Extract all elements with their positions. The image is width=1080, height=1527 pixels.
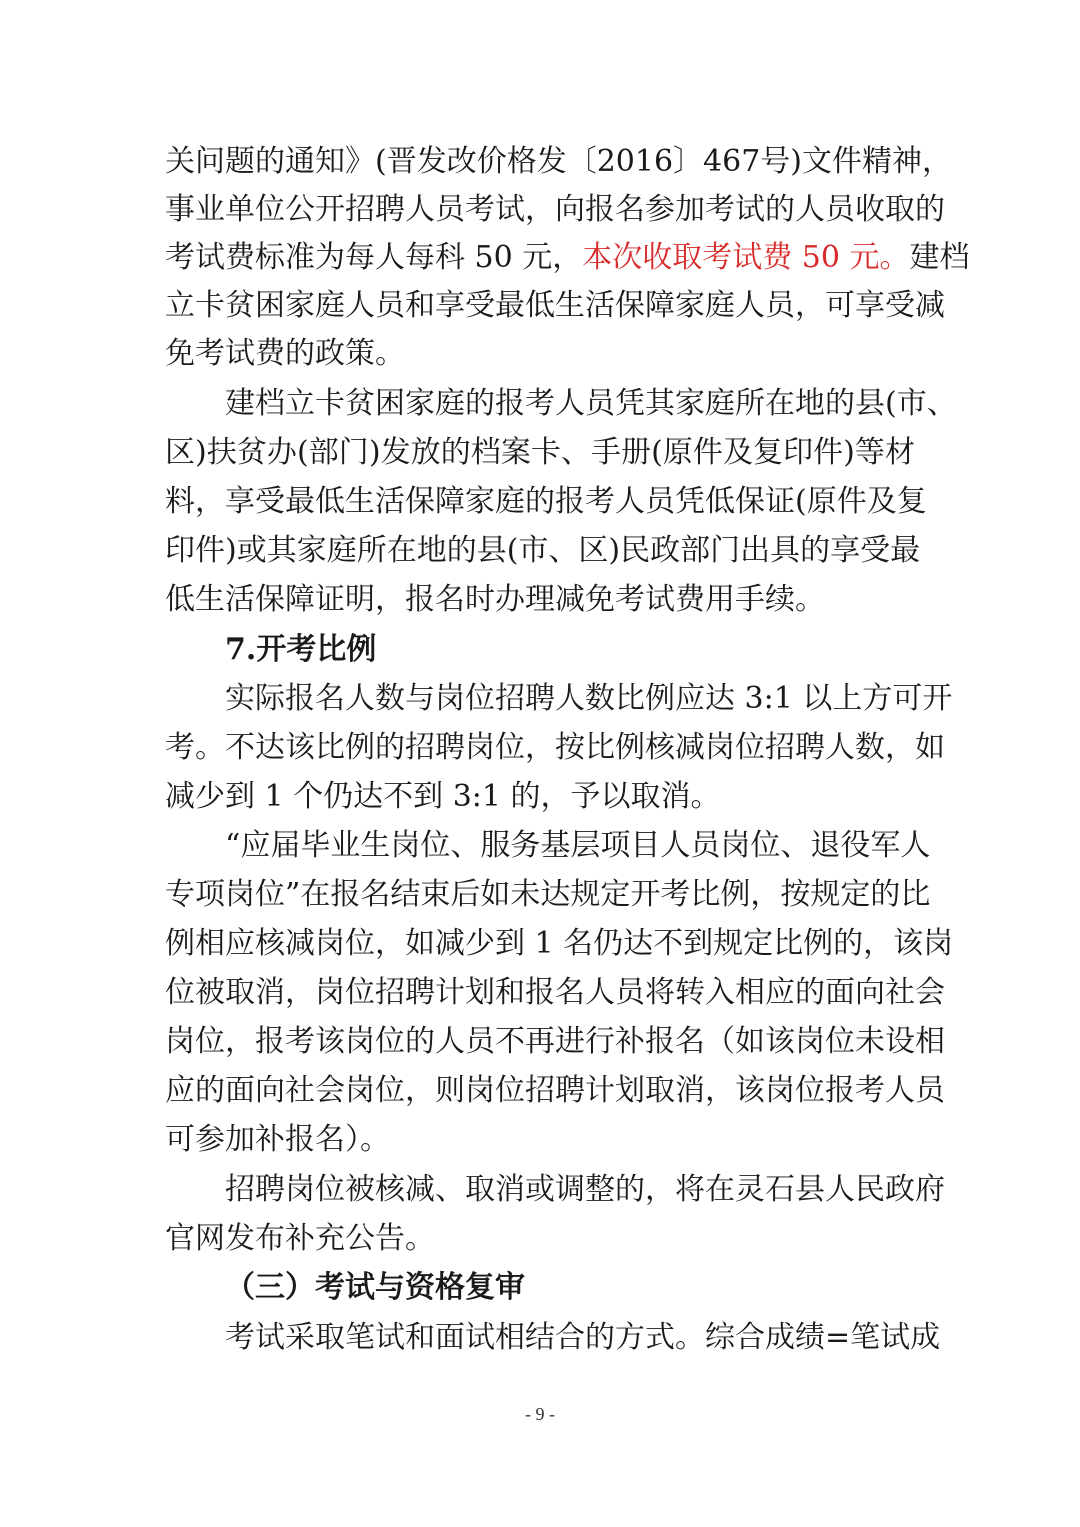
text-segment: 建档 xyxy=(909,240,970,275)
text-line: 关问题的通知》(晋发改价格发〔2016〕467号)文件精神， xyxy=(165,144,953,179)
text-line-with-highlight xyxy=(165,236,970,280)
page-number: - 9 - xyxy=(525,1404,555,1424)
text-line: 位被取消，岗位招聘计划和报名人员将转入相应的面向社会 xyxy=(165,975,945,1010)
text-line: 例相应核减岗位，如减少到 1 名仍达不到规定比例的，该岗 xyxy=(165,926,954,961)
section-heading: （三）考试与资格复审 xyxy=(225,1270,525,1305)
text-line: 应的面向社会岗位，则岗位招聘计划取消，该岗位报考人员 xyxy=(165,1073,945,1108)
text-line: 印件)或其家庭所在地的县(市、区)民政部门出具的享受最 xyxy=(165,533,921,568)
section-heading: 7.开考比例 xyxy=(225,632,377,667)
text-line: 岗位，报考该岗位的人员不再进行补报名（如该岗位未设相 xyxy=(165,1024,945,1059)
text-line: 事业单位公开招聘人员考试，向报名参加考试的人员收取的 xyxy=(165,192,945,227)
text-line: 料，享受最低生活保障家庭的报考人员凭低保证(原件及复 xyxy=(165,484,927,519)
text-segment: 考试费标准为每人每科 50 元， xyxy=(165,240,583,275)
text-line: 低生活保障证明，报名时办理减免考试费用手续。 xyxy=(165,582,825,617)
text-line: 立卡贫困家庭人员和享受最低生活保障家庭人员，可享受减 xyxy=(165,288,945,323)
text-line: 区)扶贫办(部门)发放的档案卡、手册(原件及复印件)等材 xyxy=(165,435,915,470)
paragraph-first-line: “应届毕业生岗位、服务基层项目人员岗位、退役军人 xyxy=(225,828,931,863)
text-line: 专项岗位”在报名结束后如未达规定开考比例，按规定的比 xyxy=(165,877,931,912)
text-line: 免考试费的政策。 xyxy=(165,336,405,371)
text-line: 考。不达该比例的招聘岗位，按比例核减岗位招聘人数，如 xyxy=(165,730,945,765)
highlighted-fee-text: 本次收取考试费 50 元。 xyxy=(582,240,910,275)
text-line: 可参加补报名）。 xyxy=(165,1122,390,1157)
text-line: 减少到 1 个仍达不到 3:1 的，予以取消。 xyxy=(165,779,721,814)
text-line: 官网发布补充公告。 xyxy=(165,1221,435,1256)
paragraph-first-line: 招聘岗位被核减、取消或调整的，将在灵石县人民政府 xyxy=(225,1172,945,1207)
paragraph-first-line: 考试采取笔试和面试相结合的方式。综合成绩=笔试成 xyxy=(225,1320,941,1355)
paragraph-first-line: 实际报名人数与岗位招聘人数比例应达 3:1 以上方可开 xyxy=(225,681,953,716)
paragraph-first-line: 建档立卡贫困家庭的报考人员凭其家庭所在地的县(市、 xyxy=(225,386,957,421)
